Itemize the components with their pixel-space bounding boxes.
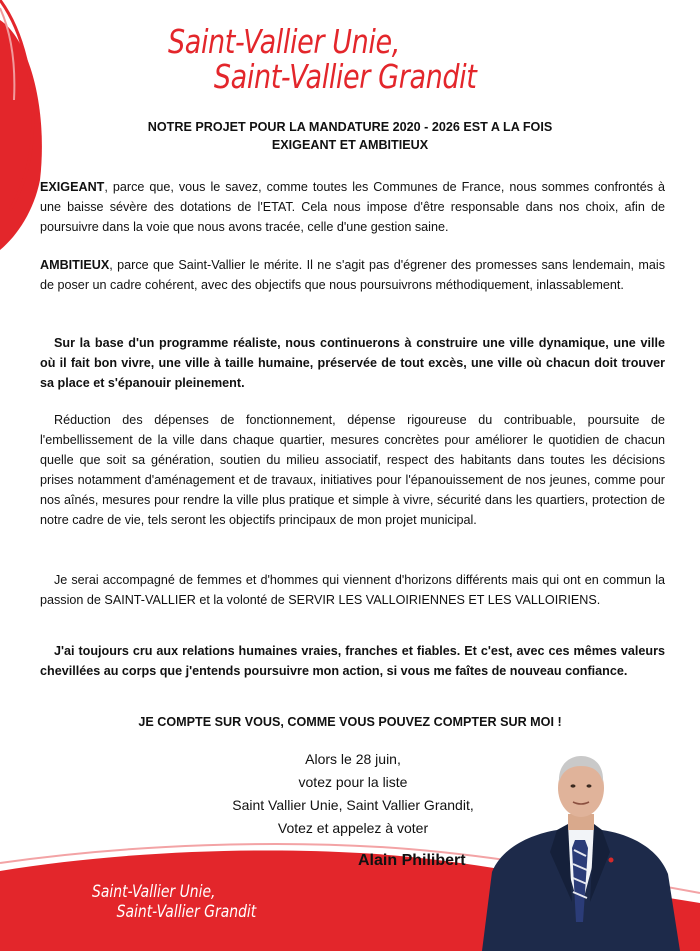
- slogan: JE COMPTE SUR VOUS, COMME VOUS POUVEZ COMPTER SUR MOI !: [138, 715, 562, 729]
- exigeant-text: , parce que, vous le savez, comme toutes les Communes de France, nous sommes confrontés à une baisse sévère des dotations de l'ETAT. Cela nous impose d'être responsable dans nos choix, afin de poursuivre dans la voie que nous avons tracée, celle d'une gestion saine.: [40, 180, 665, 234]
- callout-line2: votez pour la liste: [298, 774, 408, 790]
- ambitieux-text: , parce que Saint-Vallier le mérite. Il ne s'agit pas d'égrener des promesses sans lendemain, mais de poser un cadre cohérent, avec des objectifs que nous poursuivrons méthodiquement, inlassablement.: [40, 258, 665, 292]
- objectifs-text: Réduction des dépenses de fonctionnement, dépense rigoureuse du contribuable, poursuite de l'embellissement de la ville dans chaque quartier, mesures concrètes pour améliorer le quotidien de chacun quelle que soit sa génération, soutien du milieu associatif, respect des habitants dans toutes les décisions prises notamment d'aménagement et de travaux, initiatives pour l'épanouissement de nos jeunes, comme pour nos aînés, mesures pour rendre la ville plus pratique et simple à vivre, sécurité dans les quartiers, protection de notre cadre de vie, tels seront les objectifs principaux de mon projet municipal.: [40, 413, 665, 527]
- headline-line2: EXIGEANT ET AMBITIEUX: [271, 138, 429, 152]
- vote-callout: [200, 748, 506, 840]
- valeurs-text: J'ai toujours cru aux relations humaines vraies, franches et fiables. Et c'est, avec ces mêmes valeurs chevillées au corps que j'entends poursuivre mon action, si vous me faîtes de nouveau confiance.: [40, 644, 665, 678]
- footer-logo: [92, 882, 256, 922]
- paragraph-valeurs: [40, 641, 665, 681]
- candidate-portrait: [462, 752, 700, 951]
- page-headline: [80, 118, 620, 154]
- callout-line4: Votez et appelez à voter: [277, 820, 429, 836]
- paragraph-exigeant: [40, 177, 665, 237]
- candidate-signature: Alain Philibert: [358, 852, 466, 869]
- brand-title-line1: Saint-Vallier Unie,: [168, 22, 400, 61]
- brand-title-line2: Saint-Vallier Grandit: [213, 57, 477, 96]
- paragraph-ambitieux: [40, 255, 665, 295]
- brand-title: [168, 24, 476, 94]
- paragraph-programme: [40, 333, 665, 393]
- paragraph-objectifs: [40, 410, 665, 530]
- footer-logo-line1: Saint-Vallier Unie,: [92, 882, 216, 902]
- ambitieux-lead: AMBITIEUX: [40, 258, 110, 272]
- paragraph-equipe: [40, 570, 665, 610]
- callout-line3: Saint Vallier Unie, Saint Vallier Grandit,: [232, 797, 474, 813]
- footer-logo-line2: Saint-Vallier Grandit: [116, 902, 257, 922]
- callout-line1: Alors le 28 juin,: [305, 751, 401, 767]
- exigeant-lead: EXIGEANT: [40, 180, 105, 194]
- programme-text: Sur la base d'un programme réaliste, nous continuerons à construire une ville dynamique, une ville où il fait bon vivre, une ville à taille humaine, préservée de tout excès, une ville où chacun doit trouver sa place et s'épanouir pleinement.: [40, 336, 665, 390]
- equipe-text: Je serai accompagné de femmes et d'hommes qui viennent d'horizons différents mais qui ont en commun la passion de SAINT-VALLIER et la volonté de SERVIR LES VALLOIRIENNES ET LES VALLOIRIENS.: [40, 573, 665, 607]
- headline-line1: NOTRE PROJET POUR LA MANDATURE 2020 - 2026 EST A LA FOIS: [147, 120, 553, 134]
